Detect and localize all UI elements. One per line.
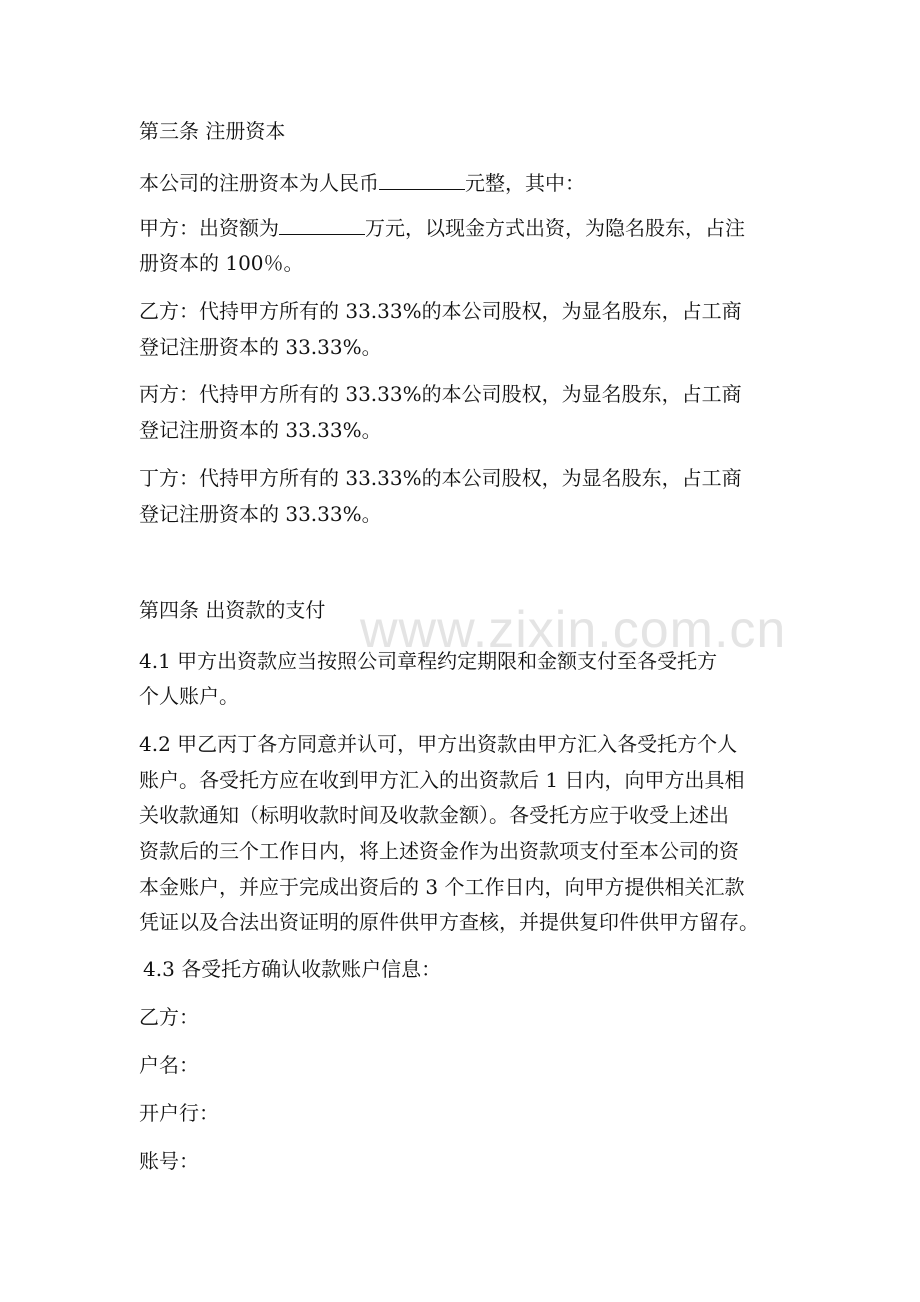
capital-text-before: 本公司的注册资本为人民币: [139, 171, 379, 195]
party-jia-line-1: [139, 214, 745, 242]
clause-4-1-line-2: 个人账户。: [139, 684, 239, 708]
party-yi-line-1: 乙方：代持甲方所有的 33.33%的本公司股权，为显名股东，占工商: [139, 299, 742, 323]
account-number-label: 账号：: [139, 1149, 199, 1173]
jia-text-before: 甲方：出资额为: [139, 216, 279, 240]
clause-4-3-heading: 4.3 各受托方确认收款账户信息：: [143, 957, 442, 981]
clause-4-2-line-4: 资款后的三个工作日内，将上述资金作为出资款项支付至本公司的资: [139, 839, 739, 863]
clause-4-2-line-2: 账户。各受托方应在收到甲方汇入的出资款后 1 日内，向甲方出具相: [139, 768, 745, 792]
party-bing-line-1: 丙方：代持甲方所有的 33.33%的本公司股权，为显名股东，占工商: [139, 382, 742, 406]
account-party-label: 乙方：: [139, 1005, 199, 1029]
party-jia-line-2: 册资本的 100％。: [139, 251, 304, 275]
party-yi-line-2: 登记注册资本的 33.33%。: [139, 335, 382, 359]
registered-capital-line: [139, 169, 585, 197]
clause-4-2-line-3: 关收款通知（标明收款时间及收款金额）。各受托方应于收受上述出: [139, 803, 729, 827]
article-4-heading: 第四条 出资款的支付: [139, 598, 326, 622]
capital-text-after: 元整，其中：: [465, 171, 585, 195]
clause-4-2-line-1: 4.2 甲乙丙丁各方同意并认可，甲方出资款由甲方汇入各受托方个人: [139, 732, 738, 756]
account-name-label: 户名：: [139, 1053, 199, 1077]
clause-4-2-line-6: 凭证以及合法出资证明的原件供甲方查核，并提供复印件供甲方留存。: [139, 910, 759, 934]
clause-4-2-line-5: 本金账户，并应于完成出资后的 3 个工作日内，向甲方提供相关汇款: [139, 875, 745, 899]
jia-text-after: 万元，以现金方式出资，为隐名股东，占注: [365, 216, 745, 240]
party-bing-line-2: 登记注册资本的 33.33%。: [139, 418, 382, 442]
article-3-heading: 第三条 注册资本: [139, 119, 286, 143]
party-ding-line-1: 丁方：代持甲方所有的 33.33%的本公司股权，为显名股东，占工商: [139, 466, 742, 490]
clause-4-1-line-1: 4.1 甲方出资款应当按照公司章程约定期限和金额支付至各受托方: [139, 649, 718, 673]
jia-amount-blank[interactable]: [279, 214, 365, 235]
party-ding-line-2: 登记注册资本的 33.33%。: [139, 502, 382, 526]
account-bank-label: 开户行：: [139, 1101, 219, 1125]
watermark: www.zixin.com.cn: [360, 601, 787, 659]
capital-amount-blank[interactable]: [379, 169, 465, 190]
